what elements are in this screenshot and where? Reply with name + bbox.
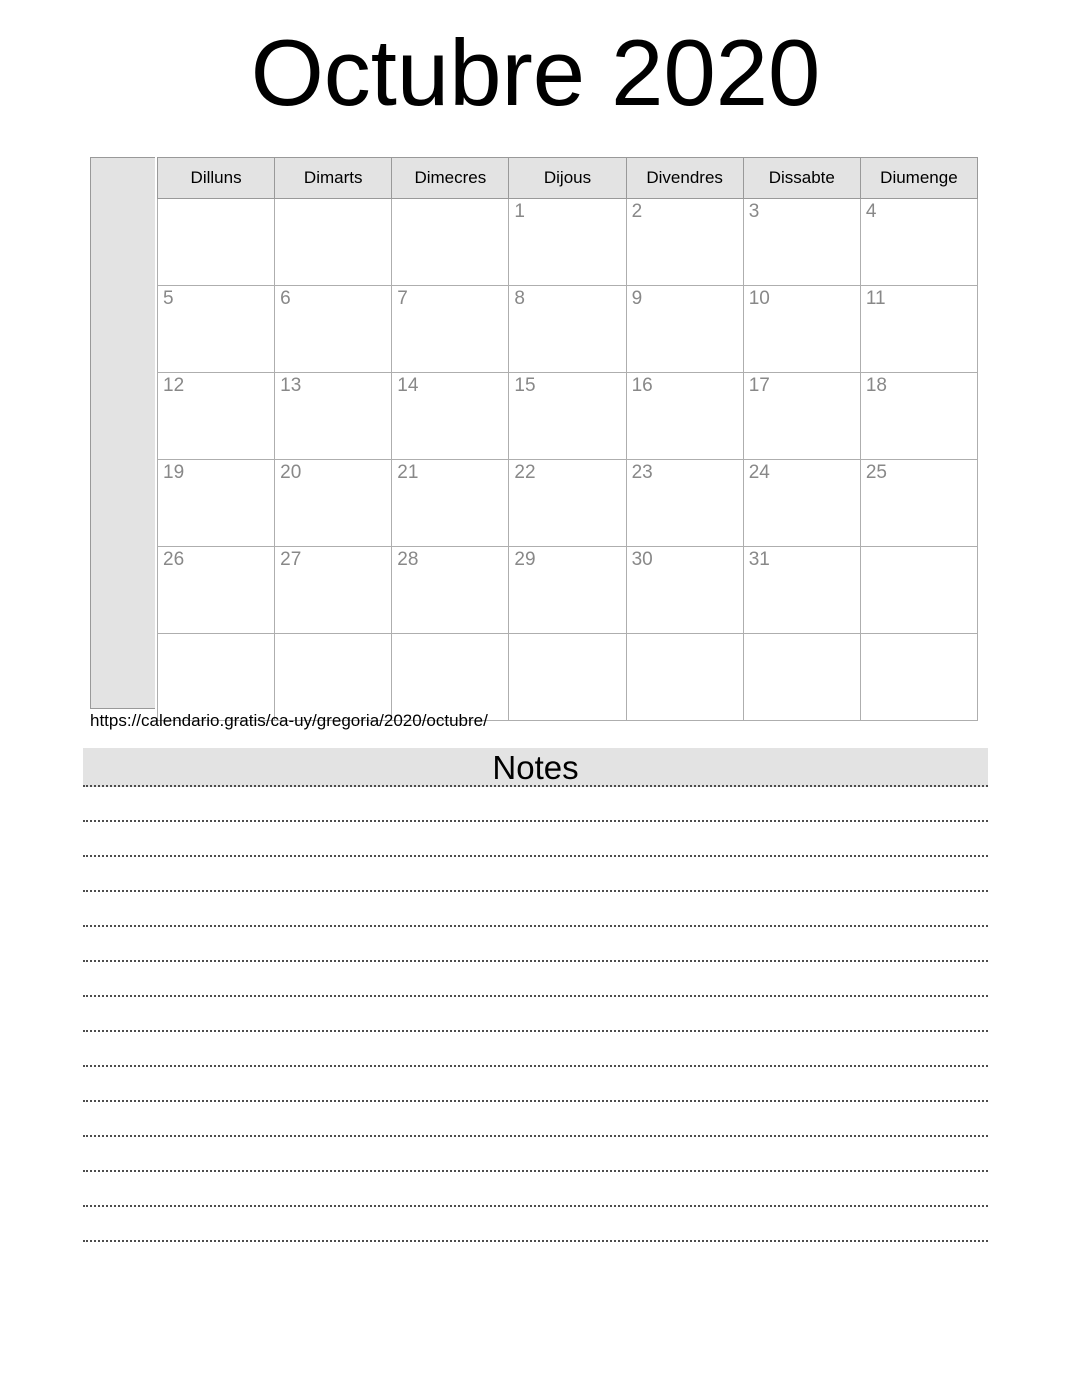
day-cell: 16 xyxy=(626,373,743,460)
day-cell: 12 xyxy=(158,373,275,460)
notes-line xyxy=(83,1032,988,1067)
day-cell: 25 xyxy=(860,460,977,547)
calendar xyxy=(90,157,978,709)
day-cell: 18 xyxy=(860,373,977,460)
notes-lines xyxy=(83,787,988,1242)
day-cell: 17 xyxy=(743,373,860,460)
notes-line xyxy=(83,997,988,1032)
weekday-header-row xyxy=(158,158,978,199)
day-cell: 1 xyxy=(509,199,626,286)
week-row xyxy=(158,286,978,373)
notes-header: Notes xyxy=(83,748,988,787)
day-cell: 19 xyxy=(158,460,275,547)
week-number-column xyxy=(90,157,155,709)
day-cell: 15 xyxy=(509,373,626,460)
day-cell: 7 xyxy=(392,286,509,373)
week-row xyxy=(158,373,978,460)
day-cell: 5 xyxy=(158,286,275,373)
day-cell: 6 xyxy=(275,286,392,373)
day-cell xyxy=(158,199,275,286)
week-row xyxy=(158,460,978,547)
notes-line xyxy=(83,857,988,892)
day-cell: 20 xyxy=(275,460,392,547)
day-cell: 22 xyxy=(509,460,626,547)
weekday-header-divendres: Divendres xyxy=(626,158,743,199)
day-cell: 14 xyxy=(392,373,509,460)
notes-line xyxy=(83,892,988,927)
week-row xyxy=(158,634,978,721)
notes-line xyxy=(83,1137,988,1172)
notes-line xyxy=(83,822,988,857)
day-cell: 4 xyxy=(860,199,977,286)
day-cell xyxy=(392,634,509,721)
notes-line xyxy=(83,1067,988,1102)
day-cell: 8 xyxy=(509,286,626,373)
day-cell: 11 xyxy=(860,286,977,373)
weekday-header-dimecres: Dimecres xyxy=(392,158,509,199)
day-cell: 13 xyxy=(275,373,392,460)
notes-line xyxy=(83,962,988,997)
notes-line xyxy=(83,787,988,822)
day-cell: 10 xyxy=(743,286,860,373)
page-title: Octubre 2020 xyxy=(250,20,821,125)
day-cell: 3 xyxy=(743,199,860,286)
calendar-table xyxy=(157,157,978,721)
weekday-header-dilluns: Dilluns xyxy=(158,158,275,199)
weekday-header-diumenge: Diumenge xyxy=(860,158,977,199)
day-cell: 31 xyxy=(743,547,860,634)
notes-section xyxy=(83,748,988,1242)
day-cell: 27 xyxy=(275,547,392,634)
day-cell xyxy=(275,199,392,286)
week-row xyxy=(158,547,978,634)
day-cell: 23 xyxy=(626,460,743,547)
notes-line xyxy=(83,1172,988,1207)
day-cell: 21 xyxy=(392,460,509,547)
day-cell xyxy=(158,634,275,721)
day-cell xyxy=(275,634,392,721)
weekday-header-dissabte: Dissabte xyxy=(743,158,860,199)
notes-line xyxy=(83,1102,988,1137)
day-cell xyxy=(509,634,626,721)
day-cell: 28 xyxy=(392,547,509,634)
day-cell: 24 xyxy=(743,460,860,547)
notes-line xyxy=(83,1207,988,1242)
day-cell xyxy=(860,634,977,721)
day-cell: 30 xyxy=(626,547,743,634)
day-cell: 29 xyxy=(509,547,626,634)
day-cell xyxy=(743,634,860,721)
day-cell: 26 xyxy=(158,547,275,634)
weekday-header-dimarts: Dimarts xyxy=(275,158,392,199)
source-url: https://calendario.gratis/ca-uy/gregoria/2020/octubre/ xyxy=(90,711,488,730)
notes-line xyxy=(83,927,988,962)
day-cell: 2 xyxy=(626,199,743,286)
day-cell xyxy=(860,547,977,634)
day-cell xyxy=(626,634,743,721)
week-row xyxy=(158,199,978,286)
day-cell xyxy=(392,199,509,286)
day-cell: 9 xyxy=(626,286,743,373)
weekday-header-dijous: Dijous xyxy=(509,158,626,199)
